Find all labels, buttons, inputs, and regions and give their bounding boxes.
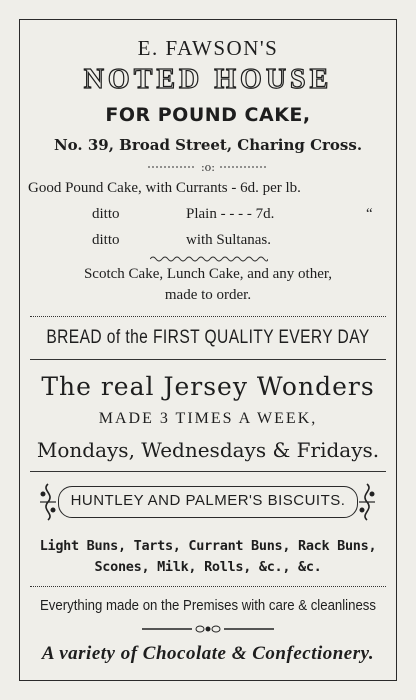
jersey-wonders-heading: The real Jersey Wonders <box>41 372 375 401</box>
noted-house-heading: NOTED HOUSE <box>83 64 333 95</box>
scones-line: Scones, Milk, Rolls, &c., &c. <box>94 559 322 575</box>
days-line: Mondays, Wednesdays & Fridays. <box>36 438 380 462</box>
bread-heading: BREAD of the FIRST QUALITY EVERY DAY <box>46 327 370 348</box>
made-times-line: MADE 3 TIMES A WEEK, <box>98 410 318 427</box>
made-to-order-line: made to order. <box>164 287 252 303</box>
ditto-mark: “ <box>366 206 373 222</box>
divider <box>30 359 386 360</box>
scotch-cake-line: Scotch Cake, Lunch Cake, and any other, <box>83 266 333 282</box>
chocolate-line: A variety of Chocolate & Confectionery. <box>41 643 375 664</box>
wavy-divider <box>150 254 268 264</box>
flourish-divider <box>142 623 274 635</box>
dotted-divider <box>30 586 386 587</box>
premises-line: Everything made on the Premises with care & cleanliness <box>39 597 377 614</box>
scroll-ornament-icon <box>356 482 378 522</box>
scroll-ornament-icon <box>37 482 59 522</box>
biscuits-banner-text: HUNTLEY AND PALMER'S BISCUITS. <box>70 492 346 509</box>
ditto-label: ditto <box>92 232 120 248</box>
shop-title: E. FAWSON'S <box>137 36 279 60</box>
pound-cake-heading: FOR POUND CAKE, <box>105 104 311 126</box>
buns-line: Light Buns, Tarts, Currant Buns, Rack Buns, <box>39 538 377 554</box>
shop-address: No. 39, Broad Street, Charing Cross. <box>53 136 363 154</box>
price-plain: Plain - - - - 7d. <box>186 206 275 222</box>
dotted-divider <box>30 316 386 317</box>
price-sultanas: with Sultanas. <box>186 232 271 248</box>
price-currants: Good Pound Cake, with Currants - 6d. per lb. <box>28 180 301 196</box>
divider <box>30 471 386 472</box>
separator-mark: :o: <box>200 161 216 174</box>
dashed-separator <box>148 160 268 174</box>
ditto-label: ditto <box>92 206 120 222</box>
